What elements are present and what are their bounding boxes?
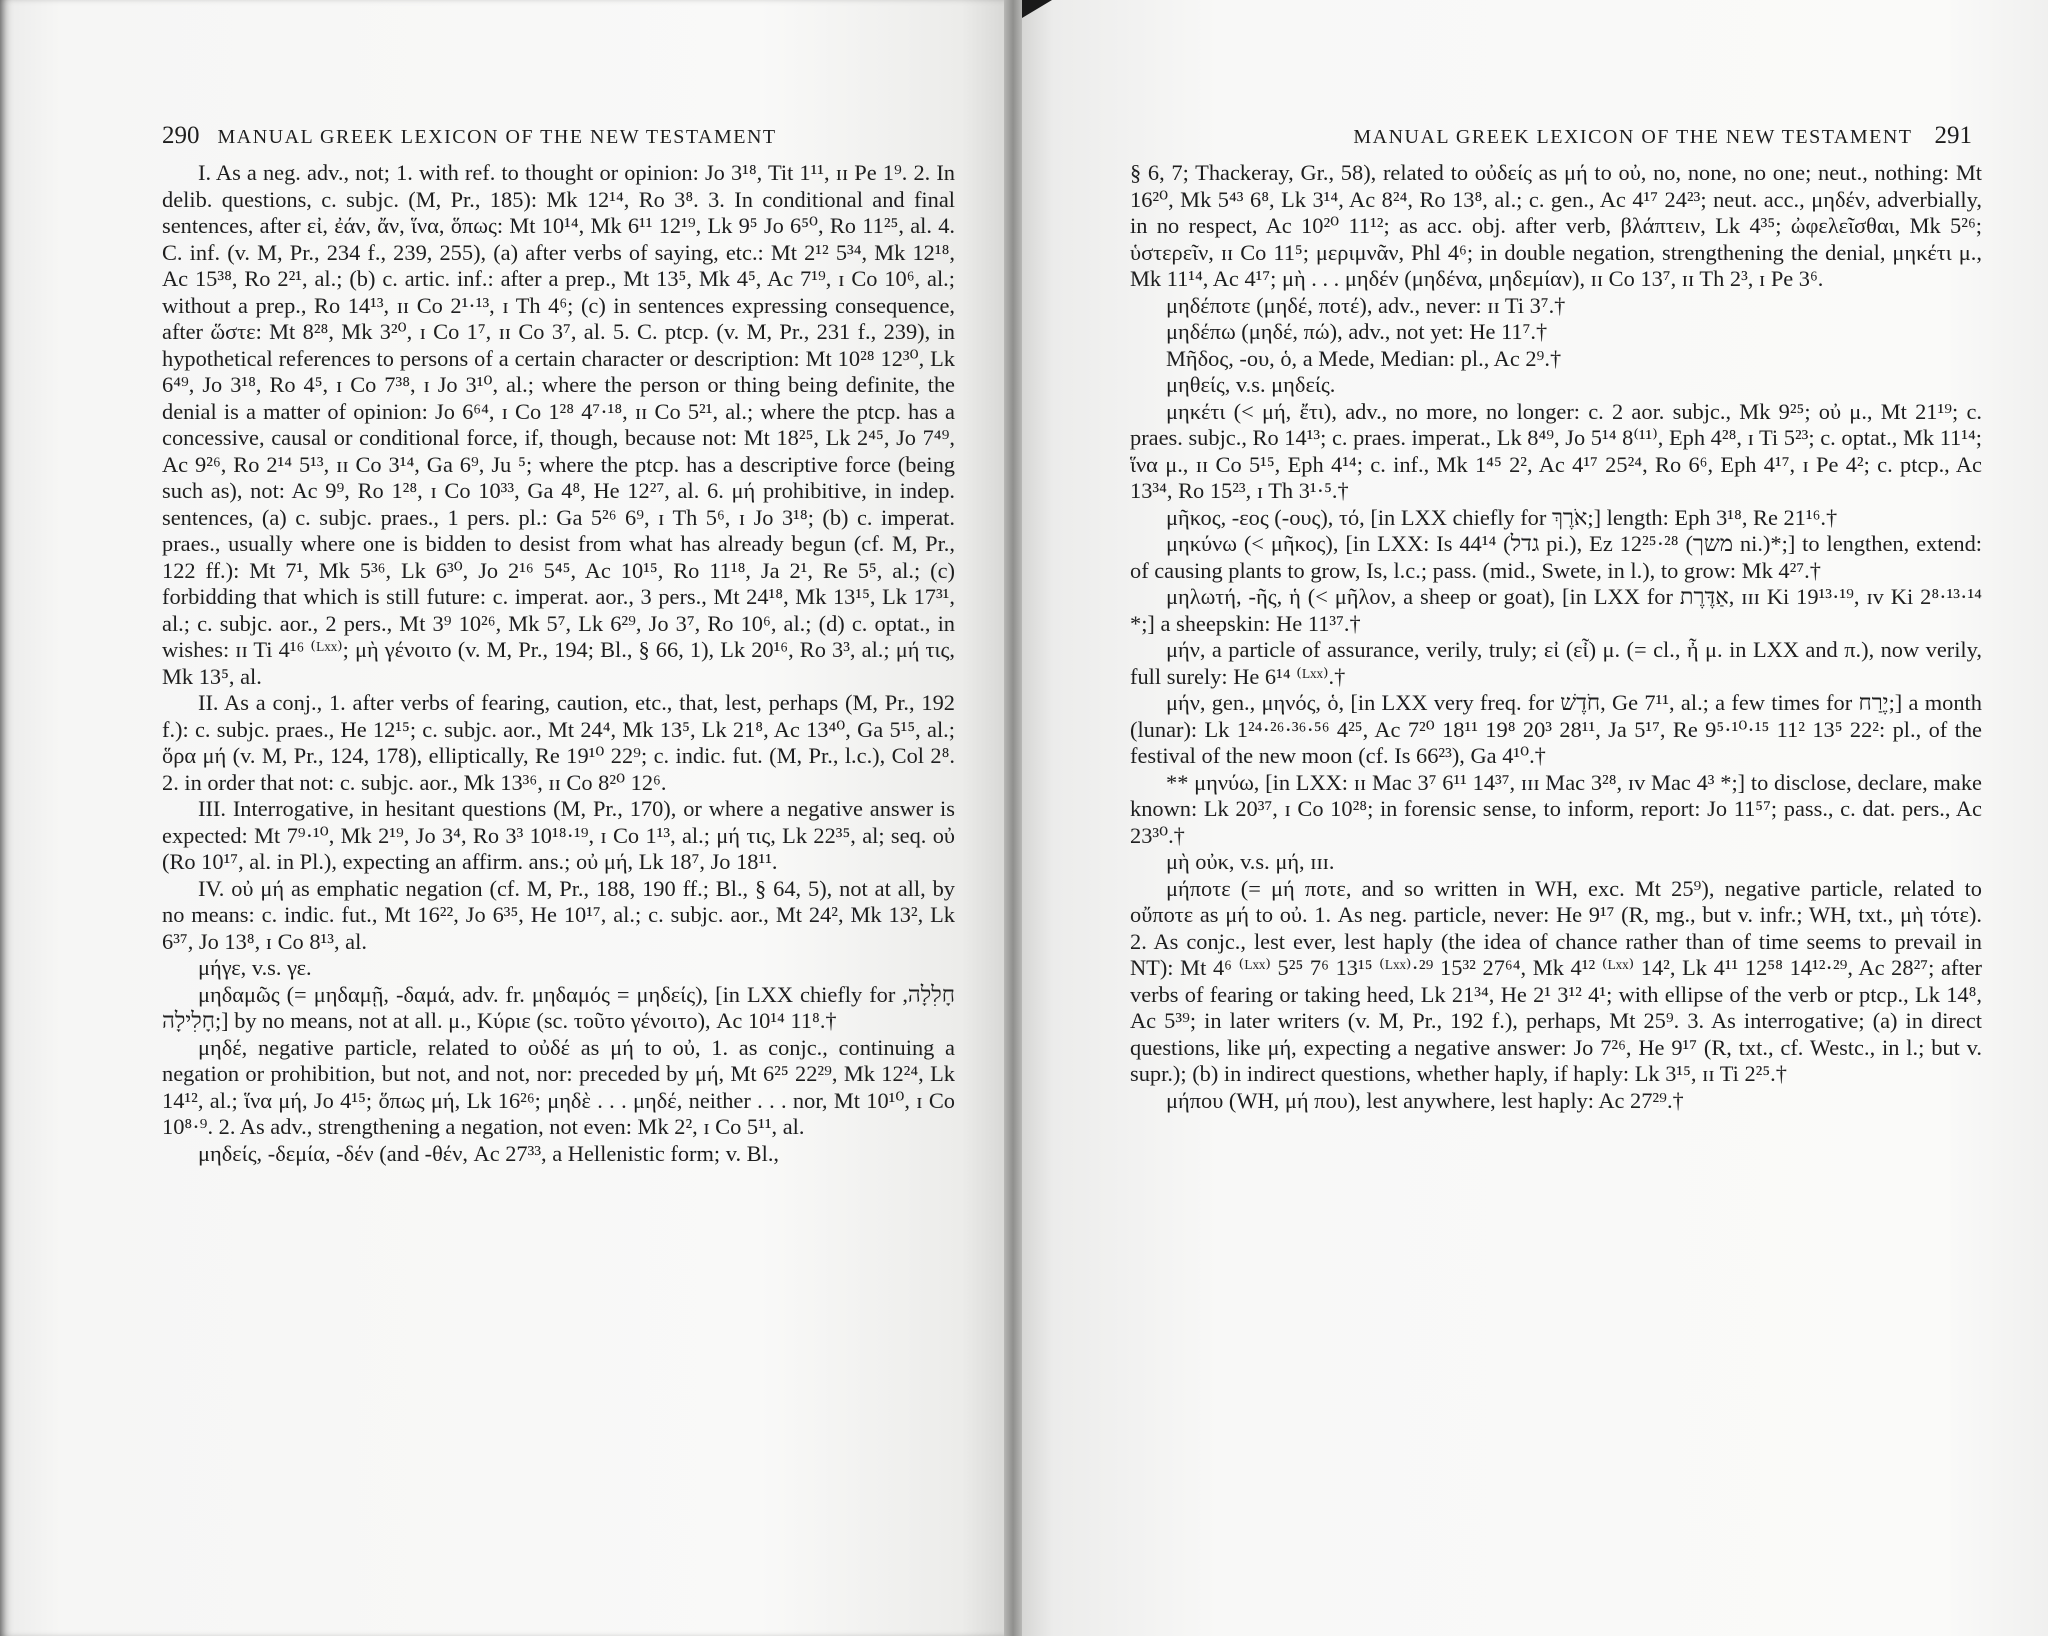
entry-paragraph: ** μηνύω, [in LXX: ɪɪ Mac 3⁷ 6¹¹ 14³⁷, ɪɪɪ Mac 3²⁸, ɪᴠ Mac 4³ *;] to disclose, declare, make known: Lk 20³⁷, ɪ Co 10²⁸; in forensic sense, to inform, report: Jo 11⁵⁷; pass., c. dat. pers., Ac 23³⁰.† bbox=[1130, 769, 1982, 848]
running-title: MANUAL GREEK LEXICON OF THE NEW TESTAMENT bbox=[1353, 126, 1913, 148]
entry-paragraph: μηκύνω (< μῆκος), [in LXX: Is 44¹⁴ (גדל pi.), Ez 12²⁵·²⁸ (משך ni.)*;] to lengthen, extend: of causing plants to grow, Is, l.c.; pass. (mid., Swete, in l.), to grow: Mk 4²⁷.† bbox=[1130, 531, 1983, 583]
entry-paragraph: μήν, gen., μηνός, ὁ, [in LXX very freq. for חֹדֶשׁ, Ge 7¹¹, al.; a few times for יֶרַח;] a month (lunar): Lk 1²⁴·²⁶·³⁶·⁵⁶ 4²⁵, Ac 7²⁰ 18¹¹ 19⁸ 20³ 28¹¹, Ja 5¹⁷, Re 9⁵·¹⁰·¹⁵ 11² 13⁵ 22²: pl., of the festival of the new moon (cf. Is 66²³), Ga 4¹⁰.† bbox=[1130, 690, 1982, 768]
lexicon-text bbox=[1130, 160, 1982, 1114]
entry-paragraph: Μῆδος, -ου, ὁ, a Mede, Median: pl., Ac 2⁹.† bbox=[1166, 345, 1562, 371]
right-page bbox=[1012, 0, 2048, 1636]
entry-paragraph: μηθείς, v.s. μηδείς. bbox=[1166, 372, 1336, 397]
page-header bbox=[162, 122, 952, 150]
page-number: 291 bbox=[1934, 122, 1972, 149]
entry-paragraph: μῆκος, -εος (-ους), τό, [in LXX chiefly for אֹרֶךְ;] length: Eph 3¹⁸, Re 21¹⁶.† bbox=[1166, 504, 1838, 530]
entry-paragraph: II. As a conj., 1. after verbs of fearing, caution, etc., that, lest, perhaps (M, Pr., 192 f.): c. subjc. praes., He 12¹⁵; c. subjc. aor., Mt 24⁴, Mk 13⁵, Lk 21⁸, Ac 13⁴⁰, Ga 5¹⁵, al.; ὅρα μή (v. M, Pr., 124, 178), elliptically, Re 19¹⁰ 22⁹; c. indic. fut. (M, Pr., l.c.), Col 2⁸. 2. in order that not: c. subjc. aor., Mk 13³⁶, ɪɪ Co 8²⁰ 12⁶. bbox=[162, 690, 955, 795]
entry-paragraph: μηδέπω (μηδέ, πώ), adv., not yet: He 11⁷.† bbox=[1166, 319, 1548, 344]
entry-paragraph: μηδέποτε (μηδέ, ποτέ), adv., never: ɪɪ Ti 3⁷.† bbox=[1166, 292, 1566, 318]
entry-paragraph: μήγε, v.s. γε. bbox=[198, 955, 312, 980]
entry-paragraph: IV. οὐ μή as emphatic negation (cf. M, Pr., 188, 190 ff.; Bl., § 64, 5), not at all, by no means: c. indic. fut., Mt 16²², Jo 6³⁵, He 10¹⁷, al.; c. subjc. aor., Mt 24², Mk 13², Lk 6³⁷, Jo 13⁸, ɪ Co 8¹³, al. bbox=[162, 875, 955, 954]
entry-paragraph: I. As a neg. adv., not; 1. with ref. to thought or opinion: Jo 3¹⁸, Tit 1¹¹, ɪɪ Pe 1⁹. 2. In delib. questions, c. subjc. (M, Pr., 185): Mk 12¹⁴, Ro 3⁸. 3. In conditional and final sentences, after εἰ, ἐάν, ἄν, ἵνα, ὅπως: Mt 10¹⁴, Mk 6¹¹ 12¹⁹, Lk 9⁵ Jo 6⁵⁰, Ro 11²⁵, al. 4. C. inf. (v. M, Pr., 234 f., 239, 255), (a) after verbs of saying, etc.: Mt 2¹² 5³⁴, Mk 12¹⁸, Ac 15³⁸, Ro 2²¹, al.; (b) c. artic. inf.: after a prep., Mt 13⁵, Mk 4⁵, Ac 7¹⁹, ɪ Co 10⁶, al.; without a prep., Ro 14¹³, ɪɪ Co 2¹·¹³, ɪ Th 4⁶; (c) in sentences expressing consequence, after ὥστε: Mt 8²⁸, Mk 3²⁰, ɪ Co 1⁷, ɪɪ Co 3⁷, al. 5. C. ptcp. (v. M, Pr., 231 f., 239), in hypothetical references to persons of a certain character or description: Mt 10²⁸ 12³⁰, Lk 6⁴⁹, Jo 3¹⁸, Ro 4⁵, ɪ Co 7³⁸, ɪ Jo 3¹⁰, al.; where the person or thing being definite, the denial is a matter of opinion: Jo 6⁶⁴, ɪ Co 1²⁸ 4⁷·¹⁸, ɪɪ Co 5²¹, al.; where the ptcp. has a concessive, causal or conditional force, if, though, because not: Mt 18²⁵, Lk 2⁴⁵, Jo 7⁴⁹, Ac 9²⁶, Ro 2¹⁴ 5¹³, ɪɪ Co 3¹⁴, Ga 6⁹, Ju ⁵; where the ptcp. has a descriptive force (being such as), not: Ac 9⁹, Ro 1²⁸, ɪ Co 10³³, Ga 4⁸, He 12²⁷, al. 6. μή prohibitive, in indep. sentences, (a) c. subjc. praes., 1 pers. pl.: Ga 5²⁶ 6⁹, ɪ Th 5⁶, ɪ Jo 3¹⁸; (b) c. imperat. praes., usually where one is bidden to desist from what has already begun (cf. M, Pr., 122 ff.): Mt 7¹, Mk 5³⁶, Lk 6³⁰, Jo 2¹⁶ 5⁴⁵, Ac 10¹⁵, Ro 11¹⁸, Ja 2¹, Re 5⁵, al.; (c) forbidding that which is still future: c. imperat. aor., 3 pers., Mt 24¹⁸, Mk 13¹⁵, Lk 17³¹, al.; c. subjc. aor., 2 pers., Mt 3⁹ 10²⁶, Mk 5⁷, Lk 6²⁹, Jo 3⁷, Ro 10⁶, al.; (d) c. optat., in wishes: ɪɪ Ti 4¹⁶ ⁽ᴸˣˣ⁾; μὴ γένοιτο (v. M, Pr., 194; Bl., § 66, 1), Lk 20¹⁶, Ro 3³, al.; μή τις, Mk 13⁵, al. bbox=[162, 160, 955, 689]
entry-paragraph: μηκέτι (< μή, ἔτι), adv., no more, no longer: c. 2 aor. subjc., Mk 9²⁵; οὐ μ., Mt 21¹⁹; c. praes. subjc., Ro 14¹³; c. praes. imperat., Lk 8⁴⁹, Jo 5¹⁴ 8⁽¹¹⁾, Eph 4²⁸, ɪ Ti 5²³; c. optat., Mk 11¹⁴; ἵνα μ., ɪɪ Co 5¹⁵, Eph 4¹⁴; c. inf., Mk 1⁴⁵ 2², Ac 4¹⁷ 25²⁴, Ro 6⁶, Eph 4¹⁷, ɪ Pe 4²; c. ptcp., Ac 13³⁴, Ro 15²³, ɪ Th 3¹·⁵.† bbox=[1130, 398, 1982, 503]
page-corner-shadow bbox=[1022, 0, 1052, 18]
entry-paragraph: μήν, a particle of assurance, verily, truly; εἰ (εἶ) μ. (= cl., ἦ μ. in LXX and π.), now verily, full surely: He 6¹⁴ ⁽ᴸˣˣ⁾.† bbox=[1130, 637, 1982, 689]
entry-paragraph: III. Interrogative, in hesitant questions (M, Pr., 170), or where a negative answer is expected: Mt 7⁹·¹⁰, Mk 2¹⁹, Jo 3⁴, Ro 3³ 10¹⁸·¹⁹, ɪ Co 1¹³, al.; μή τις, Lk 22³⁵, al; seq. οὐ (Ro 10¹⁷, al. in Pl.), expecting an affirm. ans.; οὐ μή, Lk 18⁷, Jo 18¹¹. bbox=[162, 796, 955, 874]
entry-paragraph: § 6, 7; Thackeray, Gr., 58), related to οὐδείς as μή to οὐ, no, none, no one; neut., nothing: Mt 16²⁰, Mk 5⁴³ 6⁸, Lk 3¹⁴, Ac 8²⁴, Ro 13⁸, al.; c. gen., Ac 4¹⁷ 24²³; neut. acc., μηδέν, adverbially, in no respect, Ac 10²⁰ 11¹²; as acc. obj. after verb, βλάπτειν, Lk 4³⁵; ὠφελεῖσθαι, Mk 5²⁶; ὑστερεῖν, ɪɪ Co 11⁵; μεριμνᾶν, Phl 4⁶; in double negation, strengthening the denial, μηκέτι μ., Mk 11¹⁴, Ac 4¹⁷; μὴ . . . μηδέν (μηδένα, μηδεμίαν), ɪɪ Co 13⁷, ɪɪ Th 2³, ɪ Pe 3⁶. bbox=[1130, 160, 1982, 291]
entry-paragraph: μηδείς, -δεμία, -δέν (and -θέν, Ac 27³³, a Hellenistic form; v. Bl., bbox=[198, 1140, 780, 1166]
entry-paragraph: μηδέ, negative particle, related to οὐδέ as μή to οὐ, 1. as conjc., continuing a negation or prohibition, but not, and not, nor: preceded by μή, Mt 6²⁵ 22²⁹, Mk 12²⁴, Lk 14¹², al.; ἵνα μή, Jo 4¹⁵; ὅπως μή, Lk 16²⁶; μηδὲ . . . μηδέ, neither . . . nor, Mt 10¹⁰, ɪ Co 10⁸·⁹. 2. As adv., strengthening a negation, not even: Mk 2², ɪ Co 5¹¹, al. bbox=[162, 1034, 955, 1139]
entry-paragraph: μὴ οὐκ, v.s. μή, ɪɪɪ. bbox=[1166, 849, 1335, 874]
book-gutter bbox=[1004, 0, 1022, 1636]
left-page bbox=[0, 0, 1012, 1636]
page-header bbox=[1200, 122, 1972, 150]
entry-paragraph: μηλωτή, -ῆς, ἡ (< μῆλον, a sheep or goat), [in LXX for אַדֶּרֶת, ɪɪɪ Ki 19¹³·¹⁹, ɪᴠ Ki 2⁸·¹³·¹⁴ *;] a sheepskin: He 11³⁷.† bbox=[1130, 584, 1982, 636]
entry-paragraph: μηδαμῶς (= μηδαμῇ, -δαμά, adv. fr. μηδαμός = μηδείς), [in LXX chiefly for חָלִלָה, חָלִילָה;] by no means, not at all. μ., Κύριε (sc. τοῦτο γένοιτο), Ac 10¹⁴ 11⁸.† bbox=[162, 981, 955, 1033]
running-title: MANUAL GREEK LEXICON OF THE NEW TESTAMENT bbox=[217, 126, 777, 148]
entry-paragraph: μήποτε (= μή ποτε, and so written in WH, exc. Mt 25⁹), negative particle, related to οὔποτε as μή to οὐ. 1. As neg. particle, never: He 9¹⁷ (R, mg., but v. infr.; WH, txt., μὴ τότε). 2. As conjc., lest ever, lest haply (the idea of chance rather than of time seems to prevail in NT): Mt 4⁶ ⁽ᴸˣˣ⁾ 5²⁵ 7⁶ 13¹⁵ ⁽ᴸˣˣ⁾·²⁹ 15³² 27⁶⁴, Mk 4¹² ⁽ᴸˣˣ⁾ 14², Lk 4¹¹ 12⁵⁸ 14¹²·²⁹, Ac 28²⁷; after verbs of fearing or taking heed, Lk 21³⁴, He 2¹ 3¹² 4¹; with ellipse of the verb or ptcp., Lk 14⁸, Ac 5³⁹; in later writers (v. M, Pr., 192 f.), perhaps, Mt 25⁹. 3. As interrogative; (a) in direct questions, like μή, expecting a negative answer: Jo 7²⁶, He 9¹⁷ (R, txt., cf. Westc., in l.; but v. supr.); (b) in indirect questions, whether haply, if haply: Lk 3¹⁵, ɪɪ Ti 2²⁵.† bbox=[1130, 875, 1982, 1086]
lexicon-text bbox=[162, 160, 955, 1167]
entry-paragraph: μήπου (WH, μή που), lest anywhere, lest haply: Ac 27²⁹.† bbox=[1166, 1087, 1684, 1113]
page-number: 290 bbox=[162, 122, 200, 149]
